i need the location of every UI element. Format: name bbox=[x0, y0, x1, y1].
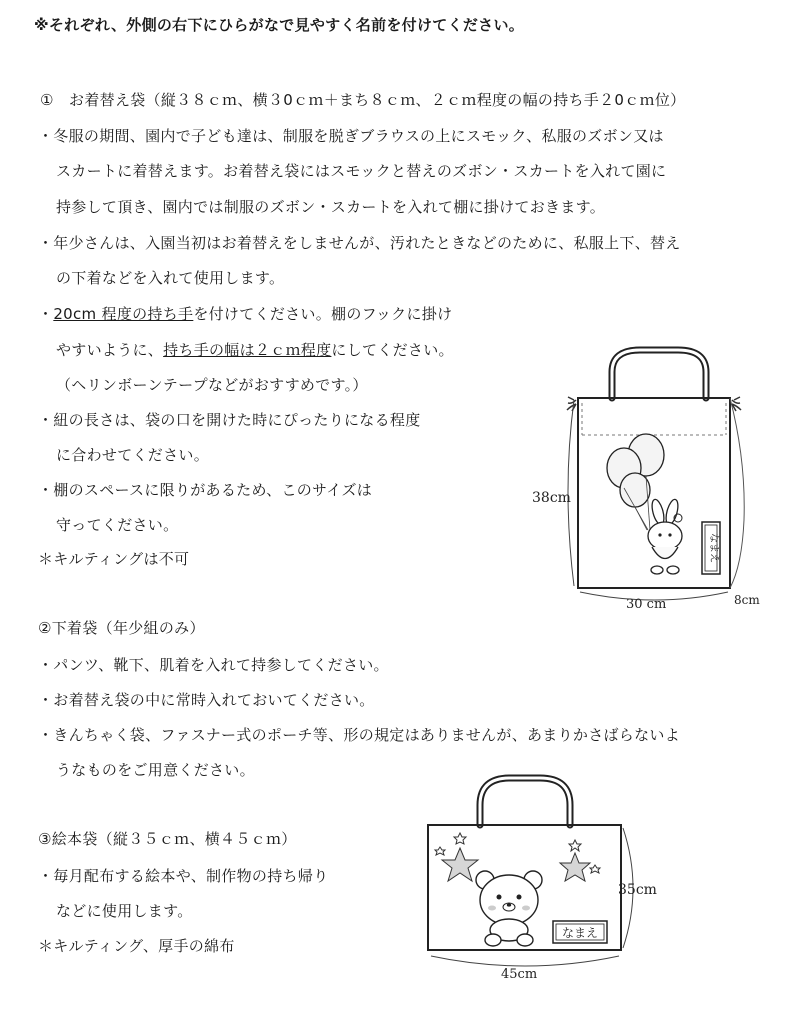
section3-heading: ③絵本袋（縦３５ｃｍ、横４５ｃｍ） bbox=[38, 830, 297, 848]
section1-heading: ① お着替え袋（縦３８ｃｍ、横３0ｃｍ＋まち８ｃｍ、２ｃｍ程度の幅の持ち手２0ｃｍ位） bbox=[40, 91, 686, 109]
sec1-line6 bbox=[38, 303, 452, 324]
sec2-line1: ・パンツ、靴下、肌着を入れて持参してください。 bbox=[38, 656, 389, 674]
sec1-line11: ・棚のスペースに限りがあるため、このサイズは bbox=[38, 481, 373, 499]
sec3-line3: ＊キルティング、厚手の綿布 bbox=[38, 937, 235, 955]
bag2-name-label: なまえ bbox=[561, 926, 599, 940]
sec3-line1: ・毎月配布する絵本や、制作物の持ち帰り bbox=[38, 867, 329, 885]
bag1-gusset-label: 8cm bbox=[734, 593, 760, 607]
sec1-line8: （ヘリンボーンテープなどがおすすめです。） bbox=[56, 376, 368, 394]
sec2-line2: ・お着替え袋の中に常時入れておいてください。 bbox=[38, 691, 375, 709]
sec3-line2: などに使用します。 bbox=[56, 902, 193, 920]
sec1-line7-pre: やすいように、 bbox=[56, 341, 164, 359]
sec1-line7-post: にしてください。 bbox=[331, 341, 454, 359]
sec2-line3: ・きんちゃく袋、ファスナー式のポーチ等、形の規定はありませんが、あまりかさばらないよ bbox=[38, 726, 681, 744]
sec1-line7 bbox=[56, 339, 454, 360]
sec1-line10: に合わせてください。 bbox=[56, 446, 210, 464]
sec1-line5: の下着などを入れて使用します。 bbox=[56, 269, 285, 287]
sec1-line9: ・紐の長さは、袋の口を開けた時にぴったりになる程度 bbox=[38, 411, 421, 429]
sec1-line4: ・年少さんは、入園当初はお着替えをしませんが、汚れたときなどのために、私服上下、替え bbox=[38, 234, 681, 252]
clothes-bag-illustration bbox=[520, 340, 782, 618]
sec2-line4: うなものをご用意ください。 bbox=[56, 761, 255, 779]
bag1-width-label: 30 cm bbox=[626, 597, 667, 612]
section2-heading: ②下着袋（年少組のみ） bbox=[38, 619, 205, 637]
top-note: ※それぞれ、外側の右下にひらがなで見やすく名前を付けてください。 bbox=[34, 16, 525, 34]
sec1-line12: 守ってください。 bbox=[56, 516, 179, 534]
picture-book-bag-illustration bbox=[415, 770, 685, 990]
sec1-line6-rest: を付けてください。棚のフックに掛け bbox=[193, 305, 453, 323]
sec1-line6-bullet: ・ bbox=[38, 305, 54, 323]
sec1-line2: スカートに着替えます。お着替え袋にはスモックと替えのズボン・スカートを入れて園に bbox=[56, 162, 667, 180]
bag2-width-label: 45cm bbox=[501, 967, 538, 982]
bag2-height-label: 35cm bbox=[618, 882, 657, 898]
bag1-name-label: なまえ bbox=[708, 533, 719, 563]
sec1-line6-underlined: 20cm 程度の持ち手 bbox=[53, 305, 194, 323]
sec1-line3: 持参して頂き、園内では制服のズボン・スカートを入れて棚に掛けておきます。 bbox=[56, 198, 606, 216]
sec1-line1: ・冬服の期間、園内で子ども達は、制服を脱ぎブラウスの上にスモック、私服のズボン又は bbox=[38, 127, 664, 145]
sec1-line13: ＊キルティングは不可 bbox=[38, 550, 190, 568]
bag1-height-label: 38cm bbox=[532, 490, 571, 506]
sec1-line7-underlined: 持ち手の幅は２ｃｍ程度 bbox=[163, 341, 332, 359]
